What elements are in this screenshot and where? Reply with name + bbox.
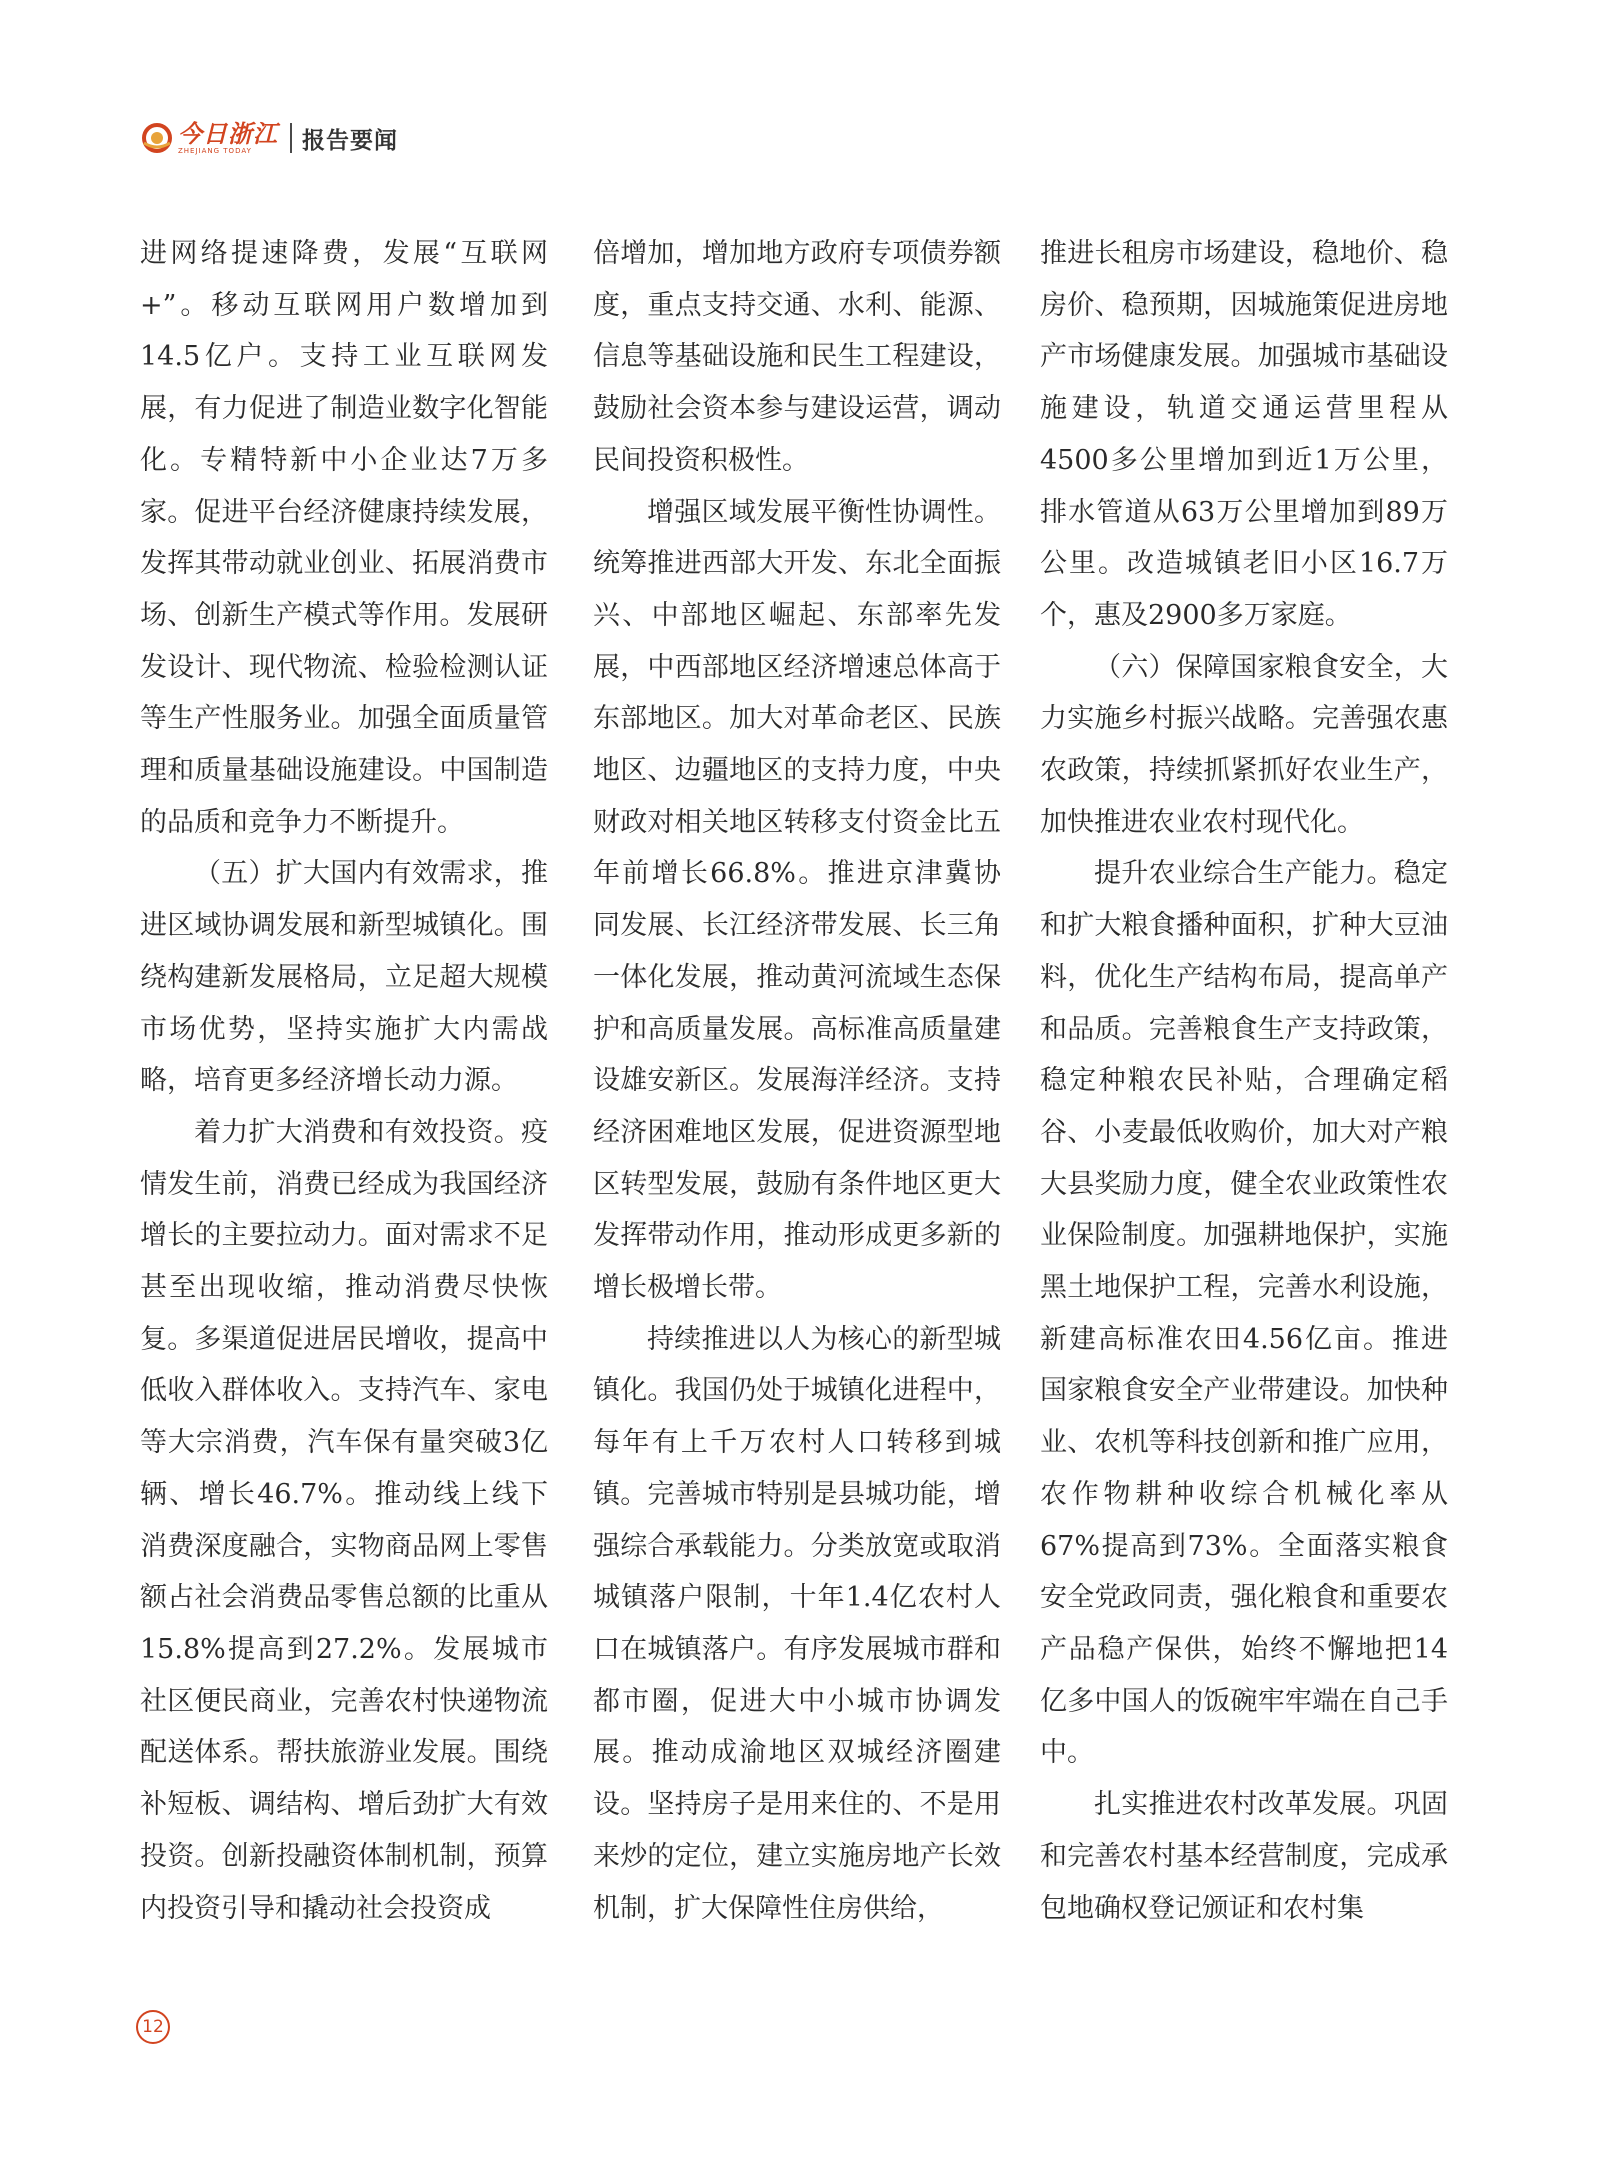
paragraph: （五）扩大国内有效需求，推进区域协调发展和新型城镇化。围绕构建新发展格局，立足超大规模市场优势，坚持实施扩大内需战略，培育更多经济增长动力源。 — [140, 858, 548, 1097]
paragraph: （六）保障国家粮食安全，大力实施乡村振兴战略。完善强农惠农政策，持续抓紧抓好农业生产，加快推进农业农村现代化。 — [1040, 651, 1448, 838]
text-column-2 — [593, 228, 1001, 1948]
paragraph: 提升农业综合生产能力。稳定和扩大粮食播种面积，扩种大豆油料，优化生产结构布局，提高单产和品质。完善粮食生产支持政策，稳定种粮农民补贴，合理确定稻谷、小麦最低收购价，加大对产粮大县奖励力度，健全农业政策性农业保险制度。加强耕地保护，实施黑土地保护工程，完善水利设施，新建高标准农田4.56亿亩。推进国家粮食安全产业带建设。加快种业、农机等科技创新和推广应用，农作物耕种收综合机械化率从67%提高到73%。全面落实粮食安全党政同责，强化粮食和重要农产品稳产保供，始终不懈地把14亿多中国人的饭碗牢牢端在自己手中。 — [1040, 858, 1448, 1769]
paragraph: 着力扩大消费和有效投资。疫情发生前，消费已经成为我国经济增长的主要拉动力。面对需求不足甚至出现收缩，推动消费尽快恢复。多渠道促进居民增收，提高中低收入群体收入。支持汽车、家电等大宗消费，汽车保有量突破3亿辆、增长46.7%。推动线上线下消费深度融合，实物商品网上零售额占社会消费品零售总额的比重从15.8%提高到27.2%。发展城市社区便民商业，完善农村快递物流配送体系。帮扶旅游业发展。围绕补短板、调结构、增后劲扩大有效投资。创新投融资体制机制，预算内投资引导和撬动社会投资成 — [140, 1116, 548, 1924]
text-column-1 — [140, 228, 548, 1948]
text-column-3 — [1040, 228, 1448, 1948]
logo-chinese-text: 今日浙江 — [178, 118, 278, 148]
page-header — [140, 118, 398, 158]
logo-sun-icon — [140, 121, 174, 155]
paragraph: 进网络提速降费，发展“互联网+”。移动互联网用户数增加到14.5亿户。支持工业互联网发展，有力促进了制造业数字化智能化。专精特新中小企业达7万多家。促进平台经济健康持续发展，发挥其带动就业创业、拓展消费市场、创新生产模式等作用。发展研发设计、现代物流、检验检测认证等生产性服务业。加强全面质量管理和质量基础设施建设。中国制造的品质和竞争力不断提升。 — [140, 238, 548, 838]
header-divider — [290, 123, 292, 153]
logo-english-text: ZHEJIANG TODAY — [178, 146, 252, 155]
section-title: 报告要闻 — [302, 127, 398, 154]
paragraph: 增强区域发展平衡性协调性。统筹推进西部大开发、东北全面振兴、中部地区崛起、东部率先发展，中西部地区经济增速总体高于东部地区。加大对革命老区、民族地区、边疆地区的支持力度，中央财政对相关地区转移支付资金比五年前增长66.8%。推进京津冀协同发展、长江经济带发展、长三角一体化发展，推动黄河流域生态保护和高质量发展。高标准高质量建设雄安新区。发展海洋经济。支持经济困难地区发展，促进资源型地区转型发展，鼓励有条件地区更大发挥带动作用，推动形成更多新的增长极增长带。 — [593, 496, 1001, 1304]
page-number: 12 — [136, 2010, 170, 2044]
paragraph: 推进长租房市场建设，稳地价、稳房价、稳预期，因城施策促进房地产市场健康发展。加强城市基础设施建设，轨道交通运营里程从4500多公里增加到近1万公里，排水管道从63万公里增加到89万公里。改造城镇老旧小区16.7万个，惠及2900多万家庭。 — [1040, 238, 1448, 631]
paragraph: 扎实推进农村改革发展。巩固和完善农村基本经营制度，完成承包地确权登记颁证和农村集 — [1040, 1789, 1448, 1924]
zhejiang-today-logo — [140, 118, 278, 155]
paragraph: 持续推进以人为核心的新型城镇化。我国仍处于城镇化进程中，每年有上千万农村人口转移到城镇。完善城市特别是县城功能，增强综合承载能力。分类放宽或取消城镇落户限制，十年1.4亿农村人口在城镇落户。有序发展城市群和都市圈，促进大中小城市协调发展。推动成渝地区双城经济圈建设。坚持房子是用来住的、不是用来炒的定位，建立实施房地产长效机制，扩大保障性住房供给， — [593, 1323, 1001, 1924]
paragraph: 倍增加，增加地方政府专项债券额度，重点支持交通、水利、能源、信息等基础设施和民生工程建设，鼓励社会资本参与建设运营，调动民间投资积极性。 — [593, 238, 1001, 476]
